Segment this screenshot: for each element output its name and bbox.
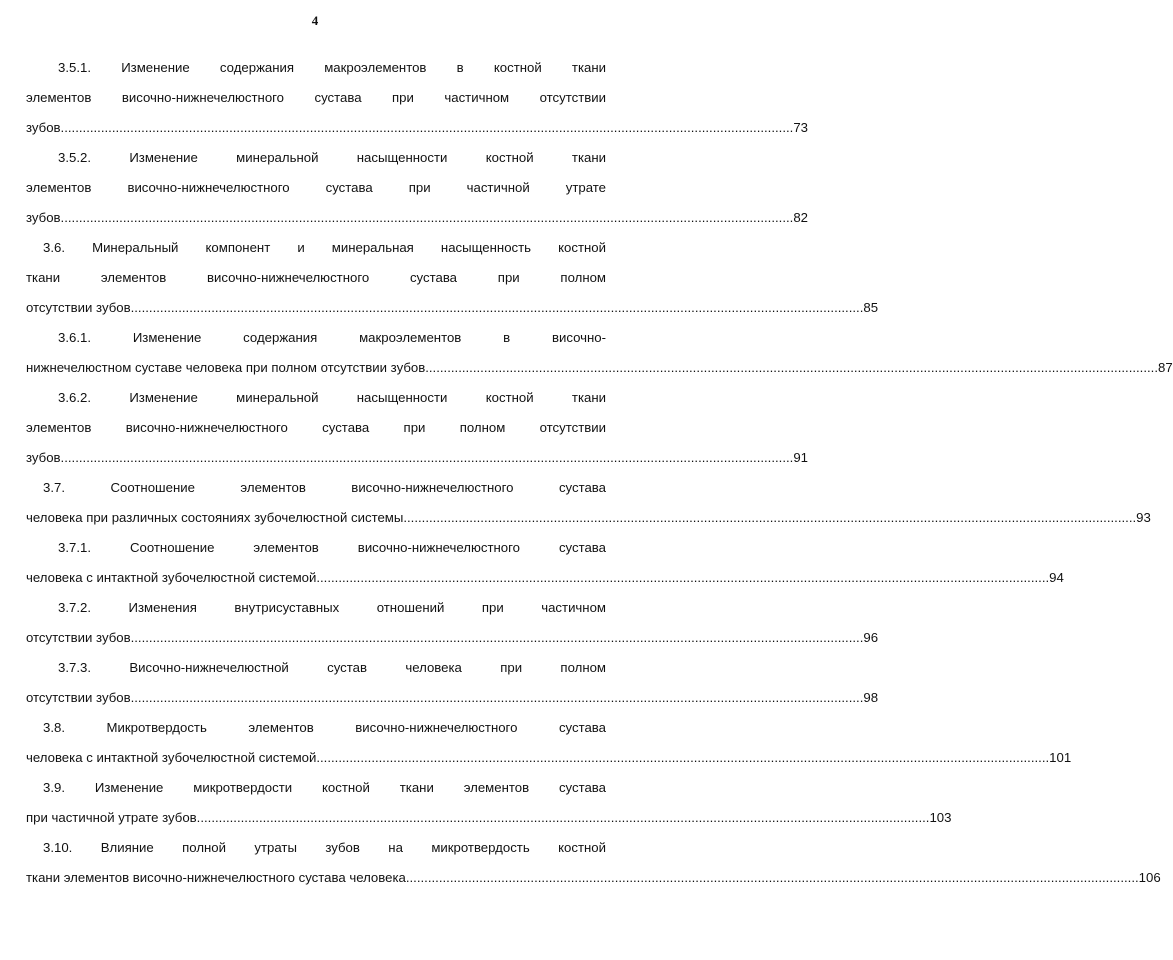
toc-entry-text: отсутствии зубов — [26, 630, 131, 645]
toc-entry-last-line — [26, 113, 809, 143]
toc-entry-text: при частичной утрате зубов — [26, 810, 197, 825]
toc-entry-last-line — [26, 563, 1064, 593]
toc-entry-last-line — [26, 743, 1072, 773]
toc-entry — [26, 533, 1064, 593]
toc-entry-text: ткани элементов височно-нижнечелюстного сустава человека — [26, 870, 406, 885]
toc-entry — [26, 143, 809, 233]
toc-entry-text: зубов — [26, 120, 61, 135]
toc-entry-last-line — [26, 803, 952, 833]
toc-entry — [26, 653, 879, 713]
toc-entry-line: 3.5.1. Изменение содержания макроэлементов в костной ткани — [58, 60, 606, 75]
leader-dots: ........................................................................................................................................................................................................ — [60, 450, 794, 465]
toc-page-number: 101 — [1049, 750, 1072, 765]
toc-page-number: 103 — [929, 810, 952, 825]
toc-entry-line: 3.6.2. Изменение минеральной насыщенности костной ткани — [58, 390, 606, 405]
toc-entry-text: отсутствии зубов — [26, 300, 131, 315]
toc-entry-line: элементов височно-нижнечелюстного сустава при частичной утрате — [26, 180, 606, 195]
toc-entry-text: человека при различных состояниях зубочелюстной системы — [26, 510, 404, 525]
toc-entry — [26, 383, 809, 473]
toc-entry-line: ткани элементов височно-нижнечелюстного сустава при полном — [26, 270, 606, 285]
toc-entry-line: 3.7.3. Височно-нижнечелюстной сустав человека при полном — [58, 660, 606, 675]
leader-dots: ........................................................................................................................................................................................................ — [403, 510, 1137, 525]
leader-dots: ........................................................................................................................................................................................................ — [130, 690, 864, 705]
toc-entry-line: 3.10. Влияние полной утраты зубов на микротвердость костной — [43, 840, 606, 855]
toc-entry — [26, 833, 1161, 893]
toc-entry-last-line — [26, 293, 879, 323]
toc-entry-last-line — [26, 443, 809, 473]
toc-entry-line: 3.5.2. Изменение минеральной насыщенности костной ткани — [58, 150, 606, 165]
toc-entry-line: элементов височно-нижнечелюстного сустава при полном отсутствии — [26, 420, 606, 435]
leader-dots: ........................................................................................................................................................................................................ — [425, 360, 1159, 375]
toc-entry-line: 3.8. Микротвердость элементов височно-нижнечелюстного сустава — [43, 720, 606, 735]
toc-page-number: 85 — [863, 300, 879, 315]
toc-page-number: 94 — [1049, 570, 1064, 585]
toc-entry — [26, 53, 809, 143]
toc-entry-line: элементов височно-нижнечелюстного сустава при частичном отсутствии — [26, 90, 606, 105]
toc-entry-last-line — [26, 353, 1173, 383]
toc-entry-text: зубов — [26, 210, 61, 225]
toc-page-number: 73 — [793, 120, 809, 135]
toc-entry-last-line — [26, 863, 1161, 893]
toc-entry-text: отсутствии зубов — [26, 690, 131, 705]
toc-entry-line: 3.6.1. Изменение содержания макроэлементов в височно- — [58, 330, 606, 345]
toc-entry-last-line — [26, 683, 879, 713]
toc-entry-text: человека с интактной зубочелюстной системой — [26, 570, 317, 585]
toc-page-number: 96 — [863, 630, 879, 645]
page-number: 4 — [311, 13, 319, 28]
toc-entry — [26, 773, 952, 833]
toc-page-number: 91 — [793, 450, 809, 465]
toc-page-number: 87 — [1158, 360, 1173, 375]
toc-page-number: 106 — [1138, 870, 1161, 885]
toc-entry-text: человека с интактной зубочелюстной системой — [26, 750, 317, 765]
leader-dots: ........................................................................................................................................................................................................ — [316, 750, 1050, 765]
leader-dots: ........................................................................................................................................................................................................ — [405, 870, 1139, 885]
toc-entry-last-line — [26, 203, 809, 233]
toc-entry-line: 3.9. Изменение микротвердости костной ткани элементов сустава — [43, 780, 606, 795]
toc-entry-line: 3.7.2. Изменения внутрисуставных отношений при частичном — [58, 600, 606, 615]
toc-page-number: 93 — [1136, 510, 1151, 525]
toc-entry-last-line — [26, 623, 879, 653]
leader-dots: ........................................................................................................................................................................................................ — [130, 630, 864, 645]
toc-entry — [26, 593, 879, 653]
leader-dots: ........................................................................................................................................................................................................ — [316, 570, 1050, 585]
toc-page-number: 82 — [793, 210, 809, 225]
toc-entry — [26, 323, 1173, 383]
toc-entry-line: 3.6. Минеральный компонент и минеральная насыщенность костной — [43, 240, 606, 255]
leader-dots: ........................................................................................................................................................................................................ — [196, 810, 930, 825]
table-of-contents — [26, 53, 1173, 893]
toc-entry-text: зубов — [26, 450, 61, 465]
leader-dots: ........................................................................................................................................................................................................ — [60, 210, 794, 225]
toc-entry-line: 3.7.1. Соотношение элементов височно-нижнечелюстного сустава — [58, 540, 606, 555]
toc-entry — [26, 233, 879, 323]
leader-dots: ........................................................................................................................................................................................................ — [60, 120, 794, 135]
toc-entry-text: нижнечелюстном суставе человека при полном отсутствии зубов — [26, 360, 426, 375]
toc-entry — [26, 713, 1072, 773]
toc-page-number: 98 — [863, 690, 879, 705]
toc-entry — [26, 473, 1151, 533]
leader-dots: ........................................................................................................................................................................................................ — [130, 300, 864, 315]
toc-entry-last-line — [26, 503, 1151, 533]
toc-entry-line: 3.7. Соотношение элементов височно-нижнечелюстного сустава — [43, 480, 606, 495]
